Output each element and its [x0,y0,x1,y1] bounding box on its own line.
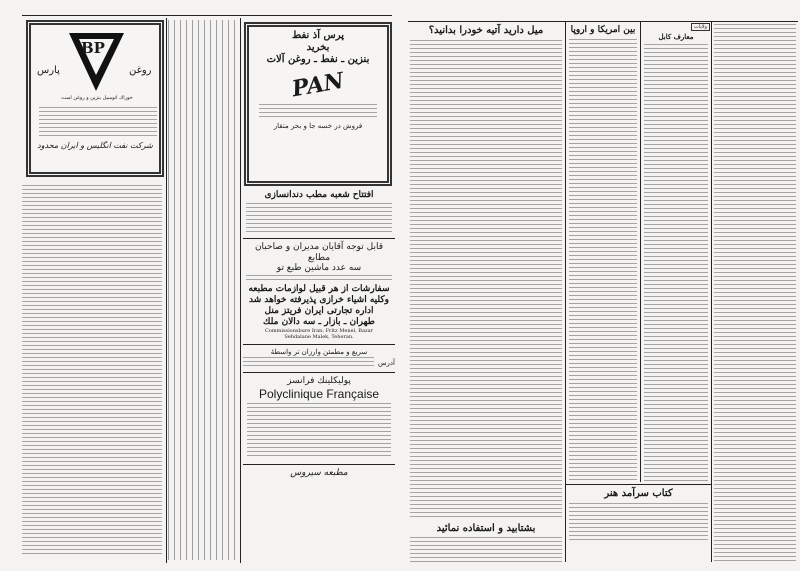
divider [243,238,395,239]
dentist-ad-title: افتتاح شعبه مطب دندانسازی [264,190,374,200]
transport-ad-title: سریع و مطمئن وارزان تر واسطهٔ [270,348,368,357]
transport-ad-address-row [243,357,395,369]
printing-ad-title: قابل توجه آقایان مدیران و صاحبان مطابع [254,241,384,263]
bp-body-text [39,107,157,137]
pan-footer: فروش در خسه جا و بحر متقار [273,122,363,131]
printing-ad-small-text [246,275,392,283]
divider [566,484,711,485]
column-divider [166,18,167,563]
bp-company-name: شرکت نفت انگلیس و ایران محدود [37,141,153,150]
ad-book [566,488,711,541]
divider [243,372,395,373]
ad-book-body [569,503,708,541]
pan-line1: پرس آذ نفط [291,30,345,41]
printing-ad-subtitle: سه عدد ماشین طبع تو [276,263,362,274]
right-column-2 [567,25,639,482]
left-text-column [22,185,162,555]
polyclinic-body [247,403,391,459]
printing-ad-latin: Commissionsbure Iran, Fritz Menel, Bazar Sehdalane Malek, Teheran. [265,328,373,341]
bp-label-left: پارس [37,65,60,76]
ad-book-title: کتاب سرآمد هنر [604,488,673,499]
column-divider [640,22,641,482]
right-column-1 [410,25,562,565]
top-rule-right [408,21,798,22]
bp-logo-text: BP [81,39,105,57]
polyclinic-title-fr: Polyclinique Française [258,386,380,401]
vertical-classifieds-column [168,20,238,560]
printing-ad-body1: سفارشات از هر قبیل لوازمات مطبعه [248,284,390,295]
right-ads-column [243,190,395,479]
headline-future: میل دارید آتیه خودرا بدانید؟ [428,25,544,36]
headline-kabul-education: معارف کابل [658,32,694,41]
ad-hurry-body [410,537,562,565]
pan-line3: بنزین ـ نفط ـ روغن آلات [266,54,370,65]
pan-advertisement [244,22,392,186]
printing-ad-body3: اداره تجارتی ایران فریتز منل [264,305,374,316]
column-divider [711,22,712,562]
pan-body-text [259,104,377,118]
bp-advertisement [26,20,164,177]
bp-subtitle: خوراك اتومبيل بنزين و روغن است [61,95,133,101]
right-column-3 [642,23,710,482]
text-column-2 [569,39,637,482]
text-column-4 [714,24,796,564]
divider [243,464,395,465]
divider [243,344,395,345]
section-label-provinces: ولایات [691,23,710,31]
top-rule-left [22,15,392,16]
text-column-1 [410,40,562,520]
printing-ad-body4: طهران ـ بازار ـ سه دالان ملك [263,316,375,327]
bp-label-right: روغن [129,65,152,76]
polyclinic-title-fa: پولیکلینك فرانسز [287,375,351,386]
column-divider [565,22,566,562]
column-divider [240,18,241,563]
printer-signature: مطبعه سیروس [290,467,348,478]
ad-hurry: بشتابید و استفاده نمائید [436,523,536,534]
printing-ad-body2: وکلیه اشیاء خرازی پذیرفته خواهد شد [249,294,389,305]
dentist-ad-body [246,203,392,233]
headline-america-europe: بین امریکا و اروپا [570,25,636,35]
text-column-3 [644,44,708,482]
transport-ad-address: آدرس [378,358,395,367]
pan-logo: PAN [290,67,346,103]
pan-line2: بخرید [306,42,330,53]
transport-ad-body [243,357,374,369]
